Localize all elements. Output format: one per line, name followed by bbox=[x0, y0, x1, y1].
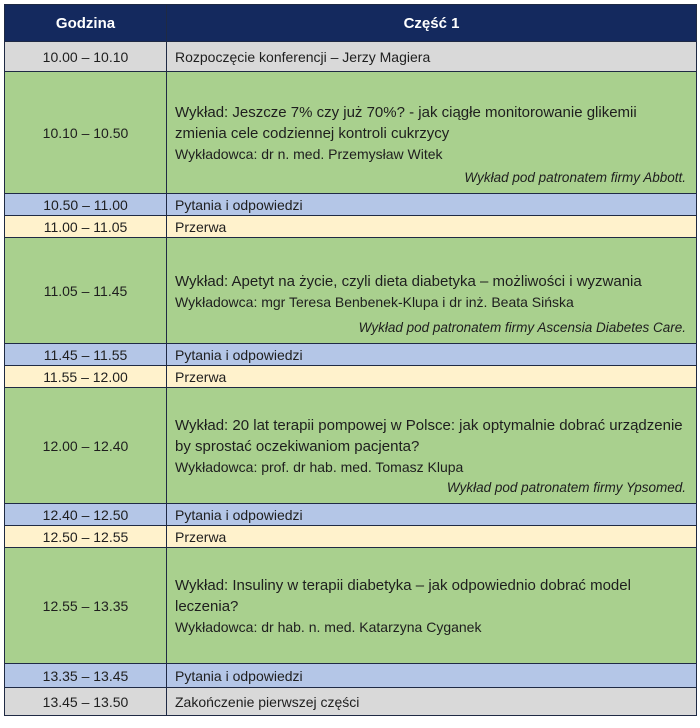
lecture-patron: Wykład pod patronatem firmy Abbott. bbox=[464, 170, 686, 185]
table-row bbox=[5, 388, 697, 504]
table-row bbox=[5, 194, 697, 216]
event-cell: Zakończenie pierwszej części bbox=[167, 688, 697, 716]
lecture-title: Wykład: Jeszcze 7% czy już 70%? - jak ciągłe monitorowanie glikemii zmienia cele codziennej kontroli cukrzycy bbox=[175, 104, 637, 142]
time-cell: 10.50 – 11.00 bbox=[5, 194, 167, 216]
table-row bbox=[5, 504, 697, 526]
lecture-patron: Wykład pod patronatem firmy Ypsomed. bbox=[446, 480, 686, 495]
time-cell: 12.00 – 12.40 bbox=[5, 388, 167, 504]
schedule-container bbox=[4, 4, 697, 716]
event-cell: Pytania i odpowiedzi bbox=[167, 344, 697, 366]
time-cell: 13.35 – 13.45 bbox=[5, 664, 167, 688]
table-row bbox=[5, 42, 697, 72]
lecture-cell bbox=[167, 72, 697, 194]
event-cell: Pytania i odpowiedzi bbox=[167, 664, 697, 688]
time-cell: 11.55 – 12.00 bbox=[5, 366, 167, 388]
time-cell: 12.40 – 12.50 bbox=[5, 504, 167, 526]
header-part: Część 1 bbox=[167, 5, 697, 42]
time-cell: 11.45 – 11.55 bbox=[5, 344, 167, 366]
lecture-speaker: Wykładowca: prof. dr hab. med. Tomasz Klupa bbox=[175, 459, 464, 475]
table-row bbox=[5, 664, 697, 688]
table-row bbox=[5, 238, 697, 344]
time-cell: 12.50 – 12.55 bbox=[5, 526, 167, 548]
time-cell: 11.05 – 11.45 bbox=[5, 238, 167, 344]
event-cell: Przerwa bbox=[167, 366, 697, 388]
table-row bbox=[5, 344, 697, 366]
event-cell: Rozpoczęcie konferencji – Jerzy Magiera bbox=[167, 42, 697, 72]
table-row bbox=[5, 526, 697, 548]
table-row bbox=[5, 366, 697, 388]
event-cell: Przerwa bbox=[167, 216, 697, 238]
lecture-title: Wykład: Insuliny w terapii diabetyka – jak odpowiednio dobrać model leczenia? bbox=[175, 577, 631, 615]
lecture-patron: Wykład pod patronatem firmy Ascensia Diabetes Care. bbox=[358, 320, 686, 335]
lecture-title: Wykład: 20 lat terapii pompowej w Polsce: jak optymalnie dobrać urządzenie by sprostać oczekiwaniom pacjenta? bbox=[175, 417, 683, 455]
event-cell: Przerwa bbox=[167, 526, 697, 548]
table-row bbox=[5, 216, 697, 238]
lecture-title: Wykład: Apetyt na życie, czyli dieta diabetyka – możliwości i wyzwania bbox=[175, 272, 642, 290]
schedule-table bbox=[4, 4, 697, 716]
event-cell: Pytania i odpowiedzi bbox=[167, 504, 697, 526]
event-cell: Pytania i odpowiedzi bbox=[167, 194, 697, 216]
table-row bbox=[5, 72, 697, 194]
lecture-speaker: Wykładowca: dr n. med. Przemysław Witek bbox=[175, 146, 443, 162]
table-row bbox=[5, 688, 697, 716]
table-row bbox=[5, 548, 697, 664]
lecture-cell bbox=[167, 388, 697, 504]
time-cell: 13.45 – 13.50 bbox=[5, 688, 167, 716]
header-row bbox=[5, 5, 697, 42]
header-time: Godzina bbox=[5, 5, 167, 42]
time-cell: 10.10 – 10.50 bbox=[5, 72, 167, 194]
time-cell: 10.00 – 10.10 bbox=[5, 42, 167, 72]
lecture-cell bbox=[167, 238, 697, 344]
lecture-cell bbox=[167, 548, 697, 664]
time-cell: 12.55 – 13.35 bbox=[5, 548, 167, 664]
lecture-speaker: Wykładowca: mgr Teresa Benbenek-Klupa i dr inż. Beata Sińska bbox=[175, 293, 574, 310]
time-cell: 11.00 – 11.05 bbox=[5, 216, 167, 238]
lecture-speaker: Wykładowca: dr hab. n. med. Katarzyna Cyganek bbox=[175, 619, 482, 635]
